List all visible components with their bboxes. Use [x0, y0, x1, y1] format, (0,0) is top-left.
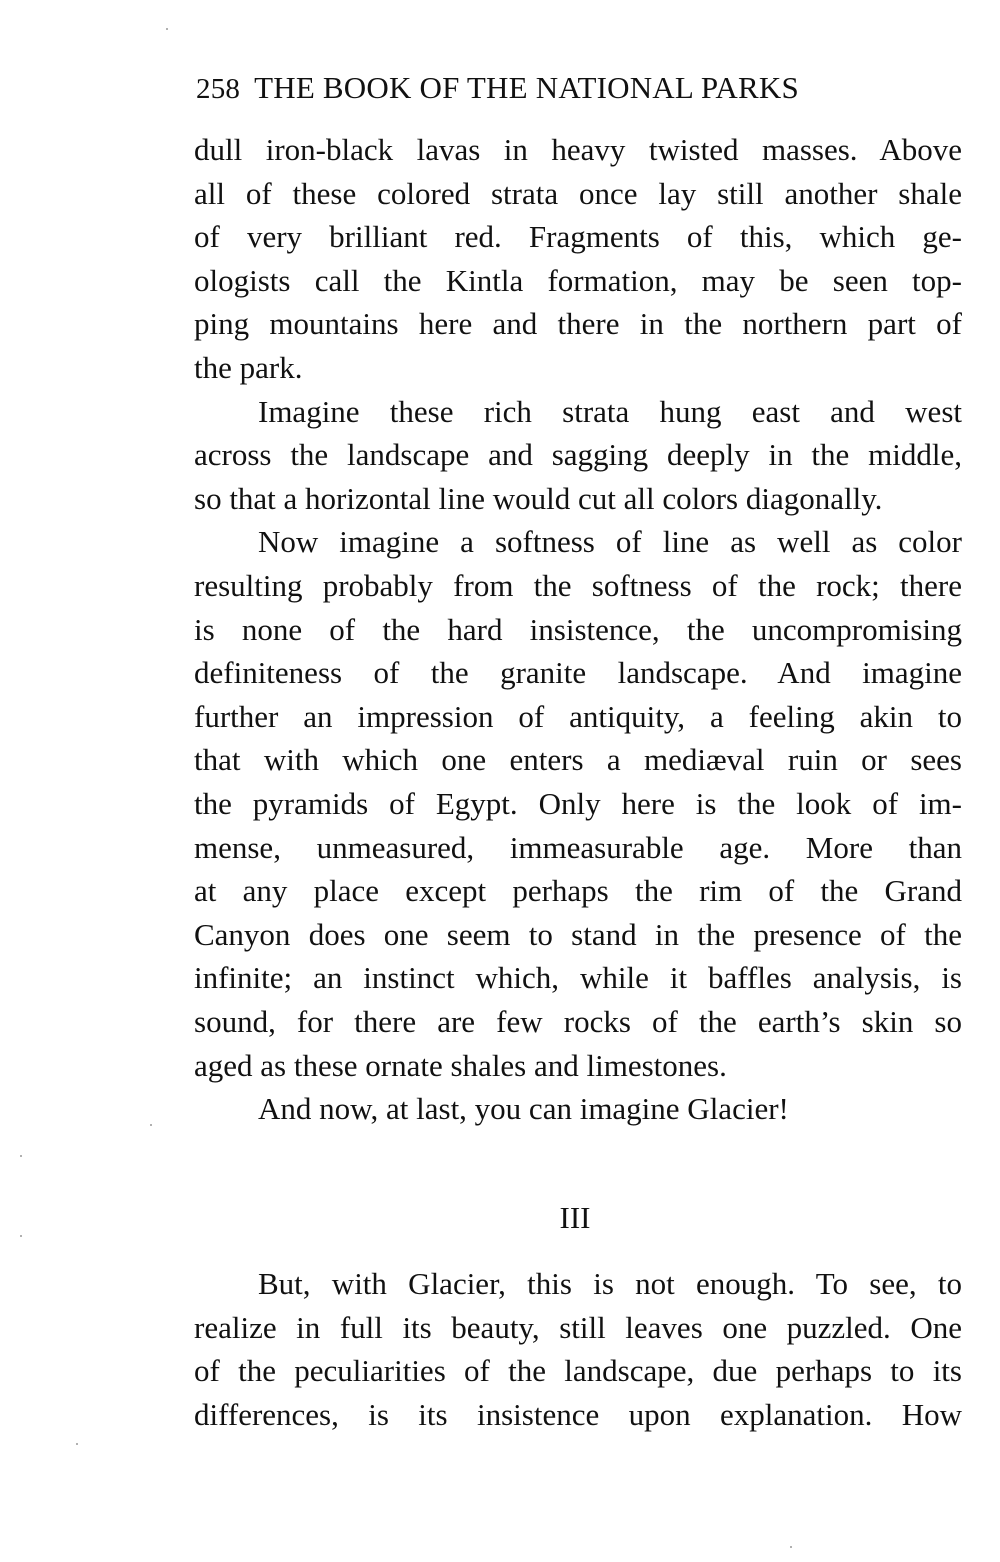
text-line: But, with Glacier, this is not enough. To see, to	[258, 1266, 962, 1301]
running-header	[196, 66, 956, 111]
text-line: Canyon does one seem to stand in the presence of the	[194, 916, 962, 952]
text-line: of very brilliant red. Fragments of this, which ge-	[194, 219, 962, 255]
text-line: all of these colored strata once lay still another shale	[194, 175, 962, 211]
scan-speck	[20, 1235, 22, 1237]
paragraph-softness	[194, 520, 962, 1087]
text-line: at any place except perhaps the rim of the Grand	[194, 873, 962, 909]
text-line: across the landscape and sagging deeply in the middle,	[194, 437, 962, 473]
scan-speck	[166, 28, 168, 30]
text-line: mense, unmeasured, immeasurable age. More than	[194, 829, 962, 865]
text-line: Now imagine a softness of line as well as color	[258, 524, 962, 560]
paragraph-continuation	[194, 128, 962, 390]
text-line: aged as these ornate shales and limestones.	[194, 1047, 727, 1083]
text-line: sound, for there are few rocks of the earth’s skin so	[194, 1003, 962, 1039]
paragraph-not-enough	[194, 1262, 962, 1436]
text-line: so that a horizontal line would cut all colors diagonally.	[194, 480, 883, 516]
text-line: definiteness of the granite landscape. And imagine	[194, 655, 962, 691]
text-line: the park.	[194, 349, 303, 385]
text-line: differences, is its insistence upon explanation. How	[194, 1396, 962, 1432]
paragraph-imagine-glacier	[194, 1087, 962, 1131]
scan-speck	[20, 1155, 22, 1157]
section-heading: III	[559, 1200, 591, 1235]
scan-speck	[150, 1124, 152, 1126]
text-line: of the peculiarities of the landscape, due perhaps to its	[194, 1353, 962, 1389]
text-line: the pyramids of Egypt. Only here is the look of im-	[194, 785, 962, 821]
running-title: THE BOOK OF THE NATIONAL PARKS	[254, 70, 799, 105]
scan-speck	[790, 1546, 792, 1548]
text-line: dull iron-black lavas in heavy twisted masses. Above	[194, 132, 962, 167]
scan-speck	[76, 1443, 78, 1445]
text-line: realize in full its beauty, still leaves one puzzled. One	[194, 1309, 962, 1345]
text-line: infinite; an instinct which, while it baffles analysis, is	[194, 960, 962, 996]
text-line: is none of the hard insistence, the uncompromising	[194, 611, 962, 647]
text-line: Imagine these rich strata hung east and west	[258, 393, 962, 429]
text-line: ping mountains here and there in the northern part of	[194, 306, 962, 342]
text-line: that with which one enters a mediæval ruin or sees	[194, 742, 962, 778]
paragraph-imagine-strata	[194, 390, 962, 521]
text-line: ologists call the Kintla formation, may be seen top-	[194, 262, 962, 298]
text-line: And now, at last, you can imagine Glacier!	[258, 1091, 789, 1127]
text-line: further an impression of antiquity, a feeling akin to	[194, 698, 962, 734]
text-line: resulting probably from the softness of the rock; there	[194, 567, 962, 603]
page-number: 258	[196, 73, 241, 105]
